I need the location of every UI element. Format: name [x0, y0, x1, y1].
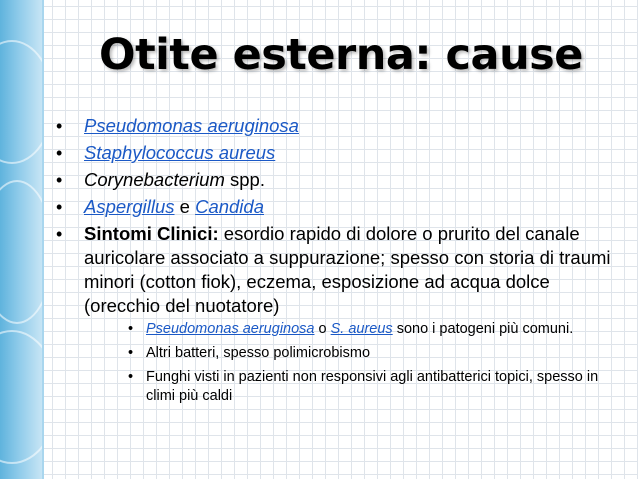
s-aureus-link[interactable]: S. aureus	[330, 321, 393, 337]
sub-bullet-list	[84, 320, 616, 406]
other-bacteria-text: Altri batteri, spesso polimicrobismo	[146, 345, 371, 361]
pseudomonas-sub-link[interactable]: Pseudomonas aeruginosa	[146, 321, 315, 337]
conjunction-text: e	[174, 196, 196, 217]
clinical-symptoms-text: esordio rapido di dolore o prurito del canale auricolare associato a suppurazione; spesso con storia di traumi minori (cotton fiok), eczema, esposizione ad acqua dolce (orecchio del nuotatore)	[84, 223, 611, 316]
decorative-swirl	[0, 180, 42, 324]
sub-bullet-item	[128, 344, 616, 363]
slide-title: Otite esterna: cause	[99, 30, 583, 80]
left-decorative-band	[0, 0, 42, 479]
sub-bullet-item	[128, 320, 616, 339]
fungi-text: Funghi visti in pazienti non responsivi agli antibatterici topici, spesso in climi più caldi	[146, 369, 599, 404]
bullet-item	[56, 141, 616, 165]
bullet-item	[56, 168, 616, 192]
common-pathogens-text: sono i patogeni più comuni.	[392, 321, 574, 337]
conjunction-text: o	[314, 321, 331, 337]
bullet-item	[56, 195, 616, 219]
staphylococcus-link[interactable]: Staphylococcus aureus	[84, 142, 276, 163]
decorative-swirl	[0, 330, 42, 464]
candida-link[interactable]: Candida	[195, 196, 264, 217]
aspergillus-link[interactable]: Aspergillus	[84, 196, 175, 217]
corynebacterium-text: Corynebacterium	[84, 169, 225, 190]
pseudomonas-link[interactable]: Pseudomonas aeruginosa	[84, 115, 299, 136]
bullet-item	[56, 114, 616, 138]
clinical-symptoms-label: Sintomi Clinici:	[84, 223, 219, 244]
bullet-item	[56, 222, 616, 406]
spp-text: spp.	[224, 169, 265, 190]
sub-bullet-item	[128, 368, 616, 406]
bullet-list	[56, 114, 616, 411]
decorative-swirl	[0, 40, 42, 164]
